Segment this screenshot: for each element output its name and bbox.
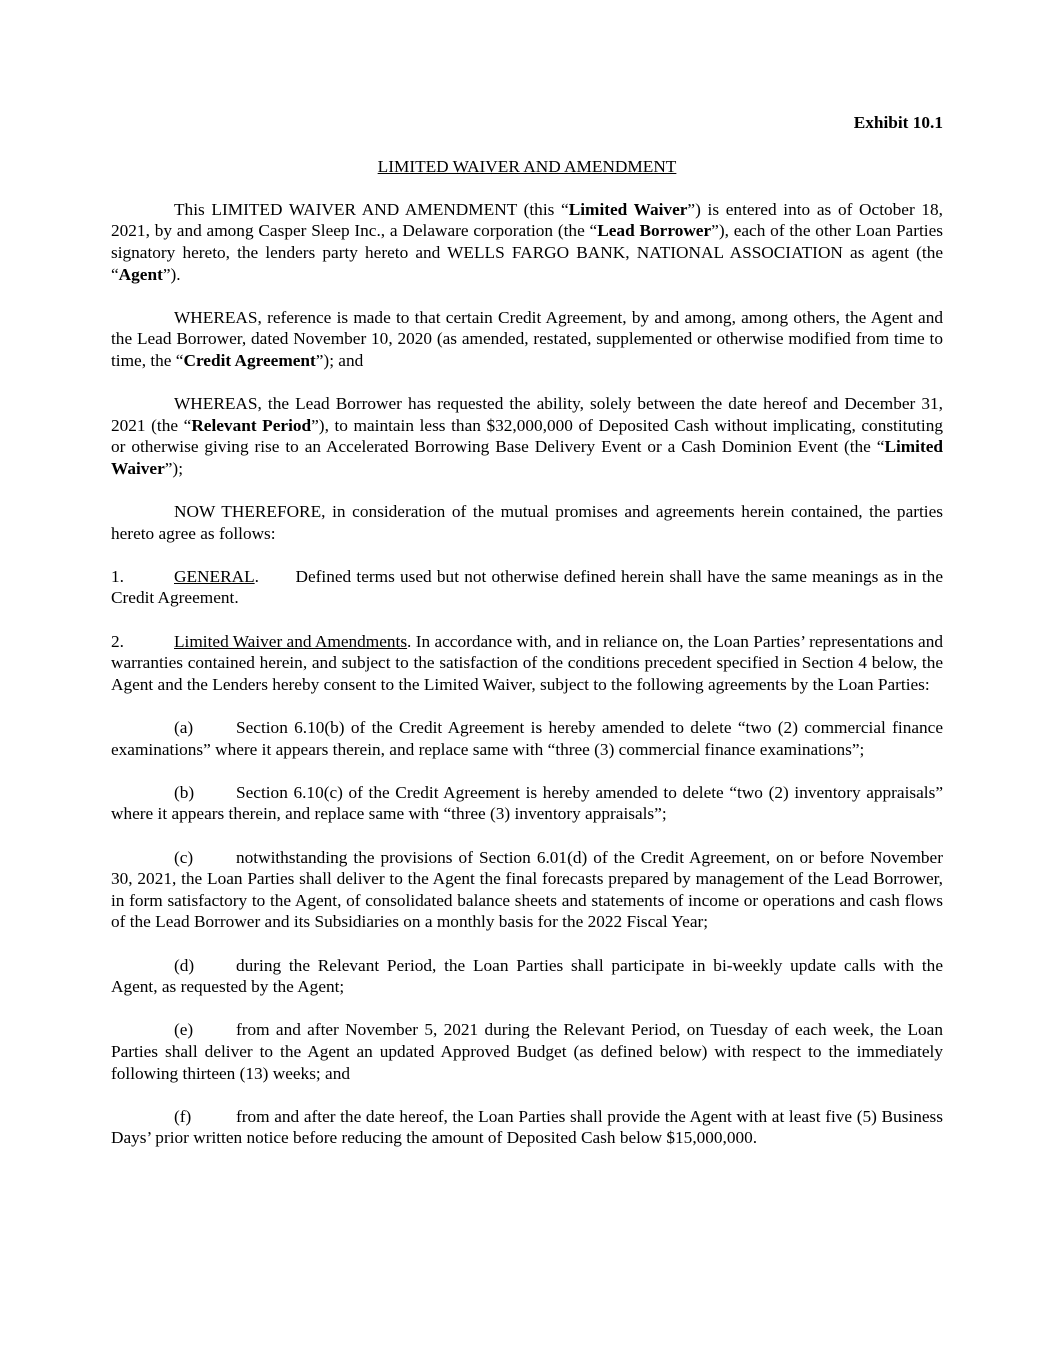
defined-term: Limited Waiver xyxy=(111,437,943,478)
clause-f: (f) from and after the date hereof, the Loan Parties shall provide the Agent with at least five (5) Business Days’ prior written notice before reducing the amount of Deposited Cash below $15,000,000. xyxy=(111,1106,943,1148)
section-2: 2. Limited Waiver and Amendments. In accordance with, and in reliance on, the Loan Parties’ representations and warranties contained herein, and subject to the satisfaction of the conditions precedent specified in Section 4 below, the Agent and the Lenders hereby consent to the Limited Waiver, subject to the following agreements by the Loan Parties: xyxy=(111,631,943,694)
defined-term: Limited Waiver xyxy=(568,199,688,219)
section-number: 2. xyxy=(111,631,124,651)
defined-term: Lead Borrower xyxy=(597,221,712,241)
exhibit-label: Exhibit 10.1 xyxy=(853,113,943,132)
document-title: LIMITED WAIVER AND AMENDMENT xyxy=(377,156,677,176)
section-1: 1. GENERAL. Defined terms used but not otherwise defined herein shall have the same meanings as in the Credit Agreement. xyxy=(111,566,948,608)
clause-d: (d) during the Relevant Period, the Loan Parties shall participate in bi-weekly update calls with the Agent, as requested by the Agent; xyxy=(111,955,943,997)
clause-label: (d) xyxy=(174,955,195,975)
section-heading: GENERAL xyxy=(174,566,255,586)
now-therefore-paragraph: NOW THEREFORE, in consideration of the mutual promises and agreements herein contained, the parties hereto agree as follows: xyxy=(111,502,943,543)
defined-term: Relevant Period xyxy=(191,415,312,435)
clause-label: (c) xyxy=(174,847,194,867)
clause-c: (c) notwithstanding the provisions of Section 6.01(d) of the Credit Agreement, on or before November 30, 2021, the Loan Parties shall deliver to the Agent the final forecasts prepared by management of the Lead Borrower, in form satisfactory to the Agent, of consolidated balance sheets and statements of income or operations and cash flows of the Lead Borrower and its Subsidiaries on a monthly basis for the 2022 Fiscal Year; xyxy=(111,847,943,932)
whereas-paragraph-2: WHEREAS, the Lead Borrower has requested the ability, solely between the date hereof and December 31, 2021 (the “Relevant Period”), to maintain less than $32,000,000 of Deposited Cash without implicating, constituting or otherwise giving rise to an Accelerated Borrowing Base Delivery Event or a Cash Dominion Event (the “Limited Waiver”); xyxy=(111,394,943,478)
clause-a: (a) Section 6.10(b) of the Credit Agreement is hereby amended to delete “two (2) commercial finance examinations” where it appears therein, and replace same with “three (3) commercial finance examinations”; xyxy=(111,718,943,759)
clause-label: (f) xyxy=(174,1106,192,1126)
whereas-paragraph-1: WHEREAS, reference is made to that certain Credit Agreement, by and among, among others, the Agent and the Lead Borrower, dated November 10, 2020 (as amended, restated, supplemented or otherwise modified from time to time, the “Credit Agreement”); and xyxy=(111,307,943,370)
clause-label: (a) xyxy=(174,718,194,738)
defined-term: Agent xyxy=(118,264,163,284)
clause-label: (e) xyxy=(174,1020,194,1040)
clause-b: (b) Section 6.10(c) of the Credit Agreement is hereby amended to delete “two (2) inventory appraisals” where it appears therein, and replace same with “three (3) inventory appraisals”; xyxy=(111,782,943,824)
section-heading: Limited Waiver and Amendments xyxy=(174,631,408,651)
intro-paragraph: This LIMITED WAIVER AND AMENDMENT (this “Limited Waiver”) is entered into as of October 18, 2021, by and among Casper Sleep Inc., a Delaware corporation (the “Lead Borrower”), each of the other Loan Parties signatory hereto, the lenders party hereto and WELLS FARGO BANK, NATIONAL ASSOCIATION as agent (the “Agent”). xyxy=(111,199,943,284)
clause-e: (e) from and after November 5, 2021 during the Relevant Period, on Tuesday of each week, the Loan Parties shall deliver to the Agent an updated Approved Budget (as defined below) with respect to the immediately following thirteen (13) weeks; and xyxy=(111,1020,943,1083)
document-page xyxy=(111,112,948,1149)
section-number: 1. xyxy=(111,566,124,586)
clause-label: (b) xyxy=(174,782,195,802)
defined-term: Credit Agreement xyxy=(183,350,316,370)
